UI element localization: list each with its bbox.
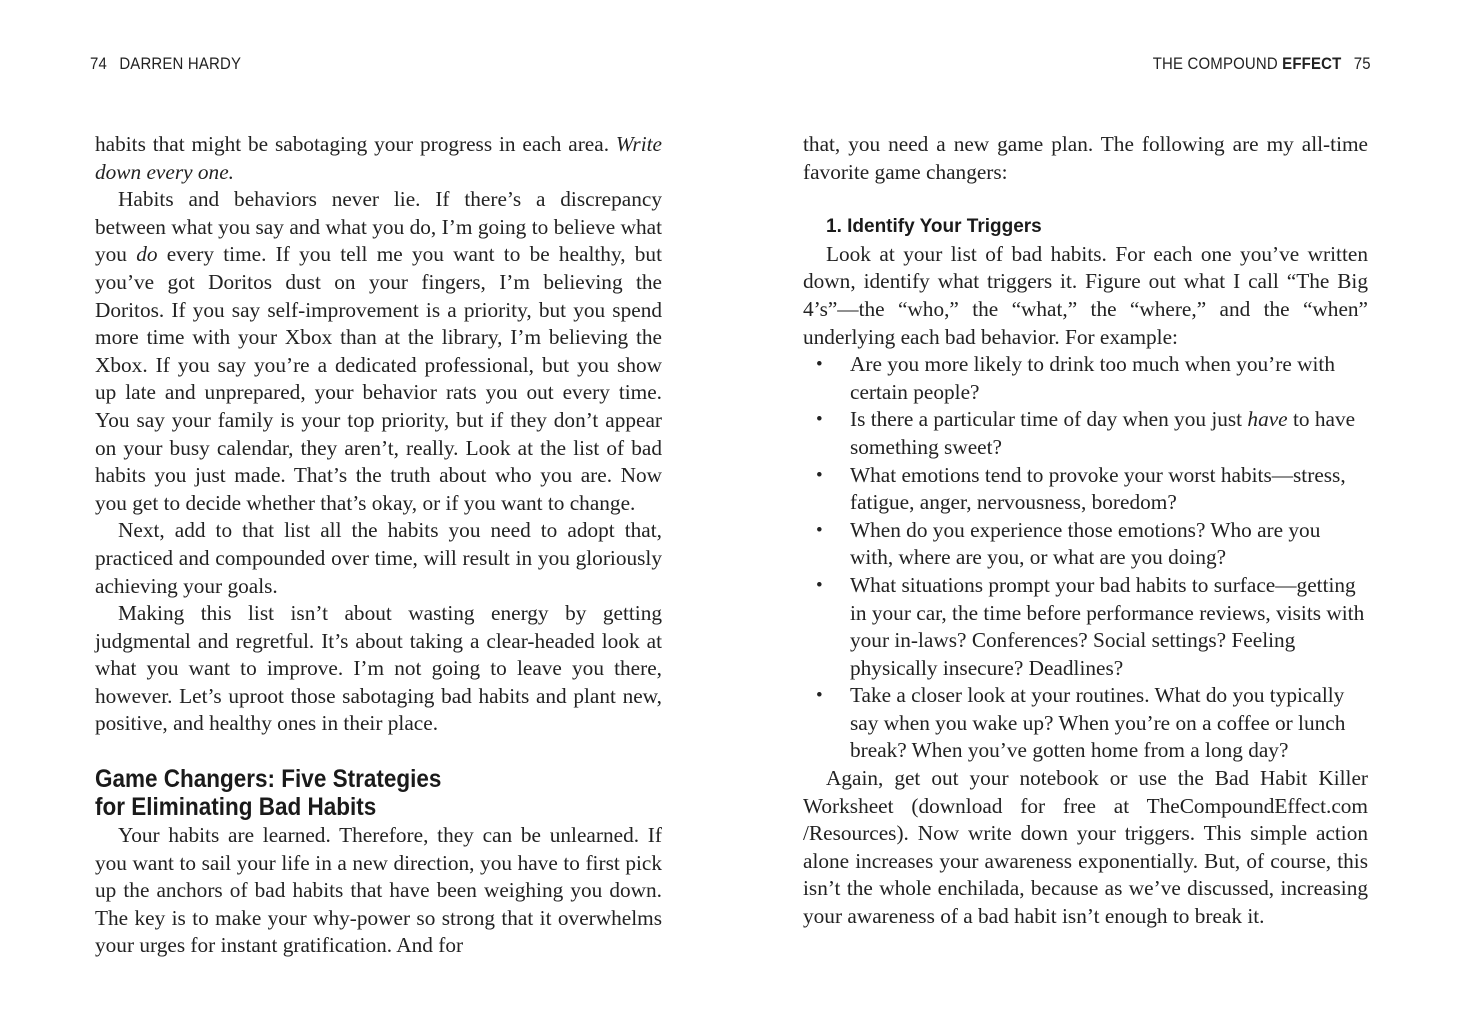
bullet-icon: • xyxy=(816,685,823,707)
author-name: DARREN HARDY xyxy=(119,54,242,73)
paragraph: Look at your list of bad habits. For each one you’ve written down, identify what triggers it. Figure out what I call “The Big 4’s”—the “who,” the “what,” the “where,” and the “when” underlying each bad behavior. For example: xyxy=(803,241,1368,349)
section-heading: Game Changers: Five Strategies for Eliminating Bad Habits xyxy=(95,765,442,822)
bullet-list xyxy=(803,351,1368,765)
paragraph: habits that might be sabotaging your progress in each area. Write down every one. xyxy=(95,132,662,184)
list-item: • When do you experience those emotions? Who are you with, where are you, or what are you doing? xyxy=(816,517,1321,570)
left-body-text xyxy=(95,131,662,960)
italic-text: Write down every one. xyxy=(95,132,662,184)
right-page xyxy=(734,0,1468,1017)
paragraph: Habits and behaviors never lie. If there’s a discrepancy between what you say and what you do, I’m going to believe what you do every time. If you tell me you want to be healthy, but you’ve got Doritos dust on your fingers, I’m believing the Doritos. If you say self-improvement is a priority, but you spend more time with your Xbox than at the library, I’m believing the Xbox. If you say you’re a dedicated professional, but you show up late and unprepared, your behavior rats you out every time. You say your family is your top priority, but if they don’t appear on your busy calendar, they aren’t, really. Look at the list of bad habits you just made. That’s the truth about who you are. Now you get to decide whether that’s okay, or if you want to change. xyxy=(95,187,662,515)
book-title: THE COMPOUND EFFECT xyxy=(1152,54,1342,73)
bullet-icon: • xyxy=(816,464,823,486)
paragraph: Next, add to that list all the habits you need to adopt that, practiced and compounded over time, will result in you gloriously achieving your goals. xyxy=(95,518,662,598)
sub-heading: 1. Identify Your Triggers xyxy=(826,216,1042,238)
page-number-left: 74 xyxy=(90,54,107,73)
list-item: • Is there a particular time of day when you just have to have something sweet? xyxy=(816,407,1356,459)
italic-text: have xyxy=(1247,407,1288,432)
running-head-left xyxy=(90,54,241,74)
list-item: • Are you more likely to drink too much when you’re with certain people? xyxy=(816,352,1335,404)
list-item: • What situations prompt your bad habits to surface—getting in your car, the time before performance reviews, visits with your in-laws? Conferences? Social settings? Feeling physically insecure? Deadlines? xyxy=(816,572,1365,680)
bullet-icon: • xyxy=(816,519,823,541)
paragraph: that, you need a new game plan. The following are my all-time favorite game changers: xyxy=(803,132,1368,184)
paragraph: Your habits are learned. Therefore, they can be unlearned. If you want to sail your life in a new direction, you have to first pick up the anchors of bad habits that have been weighing you down. The key is to make your why-power so strong that it overwhelms your urges for instant gratification. And for xyxy=(95,823,662,958)
right-body-text xyxy=(803,131,1368,931)
list-item: • Take a closer look at your routines. What do you typically say when you wake up? When you’re on a coffee or lunch break? When you’ve gotten home from a long day? xyxy=(816,683,1346,763)
paragraph: Again, get out your notebook or use the Bad Habit Killer Worksheet (download for free at TheCompoundEffect.com /Resources). Now write down your triggers. This simple action alone increases your awareness exponentially. But, of course, this isn’t the whole enchilada, because as we’ve discussed, increasing your awareness of a bad habit isn’t enough to break it. xyxy=(803,766,1368,929)
page-number-right: 75 xyxy=(1354,54,1371,73)
bullet-icon: • xyxy=(816,409,823,431)
italic-text: do xyxy=(136,242,158,267)
paragraph: Making this list isn’t about wasting energy by getting judgmental and regretful. It’s about taking a clear-headed look at what you want to improve. I’m not going to leave you there, however. Let’s uproot those sabotaging bad habits and plant new, positive, and healthy ones in their place. xyxy=(95,601,662,736)
bullet-icon: • xyxy=(816,574,823,596)
bullet-icon: • xyxy=(816,354,823,376)
list-item: • What emotions tend to provoke your worst habits—stress, fatigue, anger, nervousness, boredom? xyxy=(816,462,1346,515)
running-head-right xyxy=(1153,54,1371,74)
